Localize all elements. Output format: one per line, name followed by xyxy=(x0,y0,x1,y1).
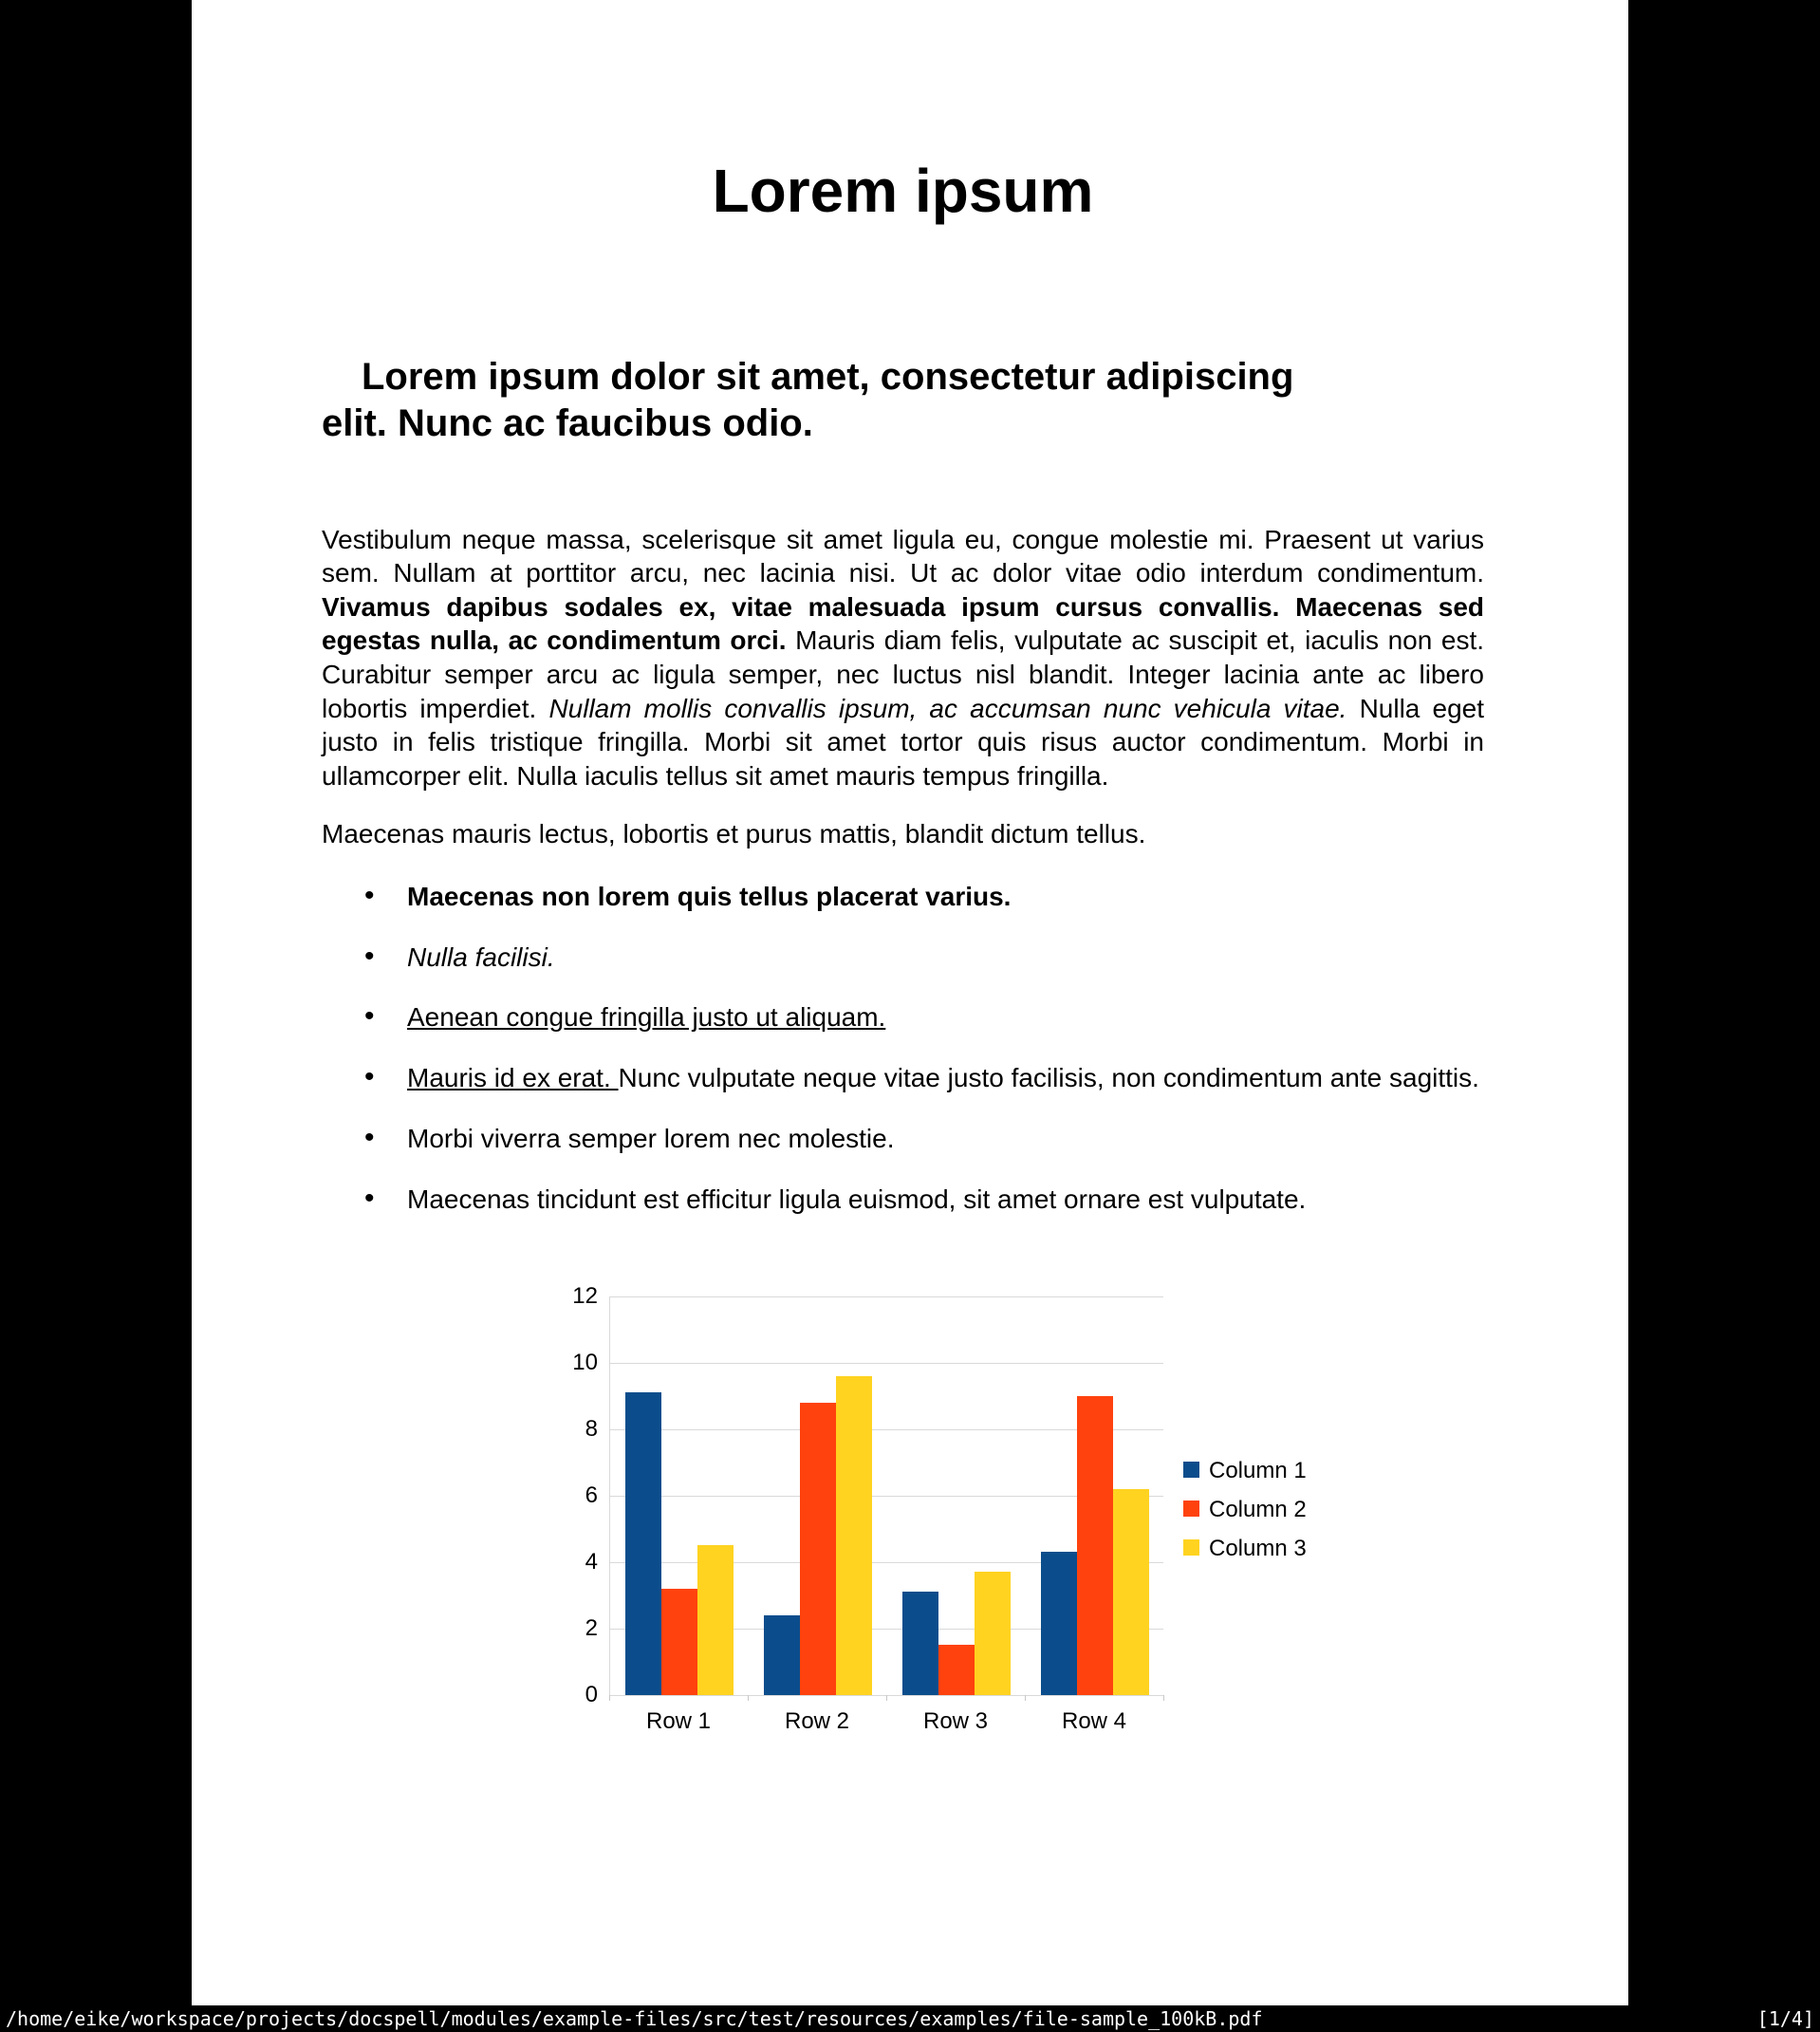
list-item-text: Nulla facilisi. xyxy=(407,941,555,972)
gridline xyxy=(609,1363,1163,1364)
x-axis-label: Row 4 xyxy=(1061,1707,1127,1734)
y-axis-label: 12 xyxy=(572,1282,598,1309)
list-item xyxy=(364,1061,1484,1095)
x-axis-tick xyxy=(748,1695,749,1701)
list-item xyxy=(364,1000,1484,1035)
paragraph-1-run-1: Vestibulum neque massa, scelerisque sit amet ligula eu, congue molestie mi. Praesent ut varius sem. Nullam at porttitor arcu, nec lacinia nisi. Ut ac dolor vitae odio interdum condimentum. xyxy=(322,524,1484,588)
list-item xyxy=(364,941,1484,975)
bar-column-1-row-3 xyxy=(902,1592,938,1695)
bar-column-2-row-1 xyxy=(661,1589,697,1695)
list-item-text: Maecenas tincidunt est efficitur ligula euismod, sit amet ornare est vulputate. xyxy=(407,1184,1307,1214)
paragraph-1-run-5: Nulla eget justo in felis tristique fringilla. Morbi sit amet tortor quis risus auctor condimentum. Morbi in ullamcorper elit. Nulla iaculis tellus sit amet mauris tempus fringilla. xyxy=(322,693,1484,791)
paragraph-2: Maecenas mauris lectus, lobortis et purus mattis, blandit dictum tellus. xyxy=(322,819,1146,849)
list-item-text: Maecenas non lorem quis tellus placerat varius. xyxy=(407,881,1012,911)
y-axis-label: 2 xyxy=(585,1614,598,1641)
y-axis-label: 8 xyxy=(585,1415,598,1442)
bar-column-1-row-1 xyxy=(625,1392,661,1695)
paragraph-1-run-3: Mauris diam felis, vulputate ac suscipit et, iaculis non est. Curabitur semper arcu ac ligula semper, nec luctus nisl blandit. Integer lacinia ante ac libero lobortis imperdiet. xyxy=(322,625,1484,723)
y-axis-line xyxy=(609,1296,610,1695)
y-axis-label: 6 xyxy=(585,1482,598,1508)
legend-swatch xyxy=(1183,1462,1199,1478)
legend-label: Column 3 xyxy=(1209,1535,1307,1561)
legend-label: Column 1 xyxy=(1209,1457,1307,1483)
gridline xyxy=(609,1296,1163,1297)
bar-column-2-row-4 xyxy=(1077,1396,1113,1695)
y-axis-label: 4 xyxy=(585,1548,598,1575)
bullet-list xyxy=(322,880,1484,1217)
bar-column-3-row-1 xyxy=(697,1545,734,1695)
pdf-page xyxy=(192,0,1628,2005)
list-item-text-underlined: Mauris id ex erat. xyxy=(407,1063,619,1093)
x-axis-label: Row 1 xyxy=(645,1707,712,1734)
x-axis-tick xyxy=(1025,1695,1026,1701)
x-axis-label: Row 3 xyxy=(922,1707,989,1734)
bar-column-2-row-2 xyxy=(800,1403,836,1695)
list-item-text: Aenean congue fringilla justo ut aliquam. xyxy=(407,1002,886,1033)
document-title: Lorem ipsum xyxy=(712,157,1094,225)
list-item xyxy=(364,1183,1484,1217)
list-item xyxy=(364,880,1484,914)
status-bar-page-indicator: [1/4] xyxy=(1756,2007,1814,2030)
bar-column-1-row-4 xyxy=(1041,1552,1077,1695)
list-item-text: Nunc vulputate neque vitae justo facilisis, non condimentum ante sagittis. xyxy=(618,1063,1479,1093)
paragraph-1 xyxy=(322,523,1484,792)
paragraph-1-run-2-bold: Vivamus dapibus sodales ex, vitae malesuada ipsum cursus convallis. Maecenas sed egestas nulla, ac condimentum orci. xyxy=(322,591,1484,656)
bar-column-3-row-4 xyxy=(1113,1489,1149,1695)
status-bar-file-path: /home/eike/workspace/projects/docspell/modules/example-files/src/test/resources/examples/file-sample_100kB.pdf xyxy=(6,2007,1263,2030)
x-axis-tick xyxy=(886,1695,887,1701)
x-axis-tick xyxy=(609,1695,610,1701)
bar-column-1-row-2 xyxy=(764,1615,800,1695)
list-item-text: Morbi viverra semper lorem nec molestie. xyxy=(407,1124,895,1154)
document-subtitle: Lorem ipsum dolor sit amet, consectetur adipiscing elit. Nunc ac faucibus odio. xyxy=(322,356,1294,444)
legend-swatch xyxy=(1183,1501,1199,1517)
x-axis-label: Row 2 xyxy=(784,1707,850,1734)
y-axis-label: 10 xyxy=(572,1349,598,1375)
paragraph-1-run-4-italic: Nullam mollis convallis ipsum, ac accumsan nunc vehicula vitae. xyxy=(548,693,1347,723)
bar-column-2-row-3 xyxy=(938,1645,975,1695)
y-axis-label: 0 xyxy=(585,1681,598,1707)
bar-column-3-row-3 xyxy=(975,1572,1011,1695)
x-axis-tick xyxy=(1163,1695,1164,1701)
status-bar xyxy=(0,2005,1820,2032)
legend-label: Column 2 xyxy=(1209,1496,1307,1522)
bar-column-3-row-2 xyxy=(836,1376,872,1695)
list-item xyxy=(364,1122,1484,1156)
bar-chart xyxy=(554,1282,1484,1741)
legend-swatch xyxy=(1183,1539,1199,1556)
